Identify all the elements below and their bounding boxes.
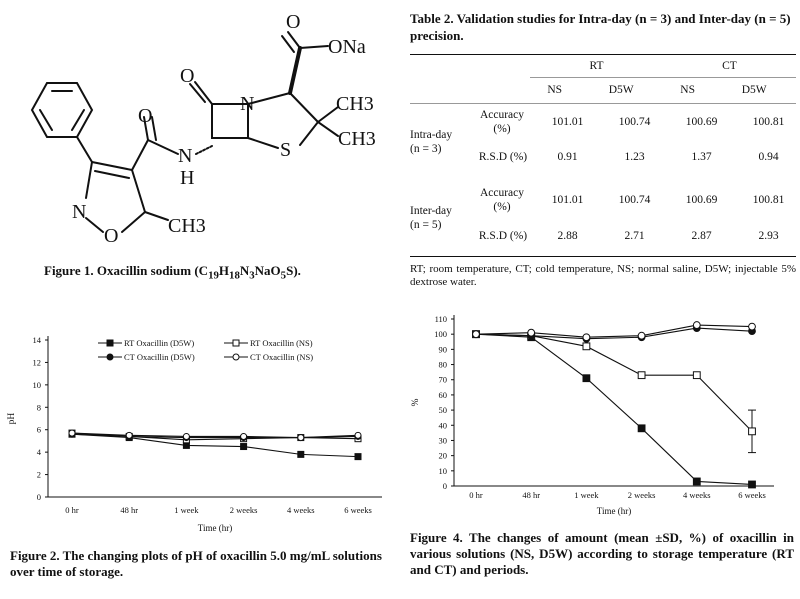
atom-o-lactam: O: [180, 65, 195, 87]
data-point: [241, 433, 247, 439]
y-axis-title: %: [411, 398, 421, 407]
group-intra-day: Intra-day (n = 3): [410, 128, 453, 155]
data-point: [749, 428, 756, 435]
data-point: [693, 478, 700, 485]
atom-ch3-b: CH3: [338, 128, 376, 150]
x-tick-label: 1 week: [174, 505, 199, 515]
y-axis-title: pH: [7, 412, 17, 425]
x-tick-label: 48 hr: [120, 505, 139, 515]
y-tick-label: 70: [438, 374, 447, 385]
y-tick-label: 100: [434, 329, 447, 340]
atom-o-top: O: [286, 11, 301, 33]
legend-label: RT Oxacillin (NS): [250, 338, 313, 348]
data-point: [693, 322, 700, 329]
figure1-caption: Figure 1. Oxacillin sodium $(C_{19}H_{18}N_3NaO_5S)$.: [44, 263, 301, 282]
x-tick-label: 6 weeks: [344, 505, 372, 515]
y-tick-label: 50: [438, 405, 447, 416]
table-row: 101.01 100.74 100.69 100.81: [551, 193, 785, 206]
atom-o-isoxazole: O: [104, 225, 119, 247]
atom-n-isoxazole: N: [72, 201, 87, 223]
metric-label: Accuracy (%): [479, 108, 525, 135]
series-line: [476, 334, 752, 431]
table2: [410, 10, 796, 289]
data-point: [298, 451, 304, 457]
atom-ch3-a: CH3: [336, 93, 374, 115]
data-point: [355, 432, 361, 438]
group-rt: RT: [530, 55, 663, 77]
figure4-chart: [410, 305, 790, 523]
col-header: NS: [547, 84, 563, 96]
atom-ch3-c: CH3: [168, 215, 206, 237]
metric-label: Accuracy (%): [479, 186, 525, 213]
atom-h-amide: H: [180, 167, 195, 189]
col-header: D5W: [608, 84, 634, 96]
data-point: [638, 372, 645, 379]
col-header: NS: [680, 84, 695, 96]
group-ct: CT: [663, 55, 796, 77]
data-point: [126, 432, 132, 438]
table-row: 101.01 100.74 100.69 100.81: [551, 115, 785, 128]
data-point: [355, 454, 361, 460]
y-tick-label: 10: [438, 465, 447, 476]
y-tick-label: 90: [438, 344, 447, 355]
data-point: [749, 323, 756, 330]
y-tick-label: 4: [36, 447, 41, 458]
table-row: 2.88 2.71 2.87 2.93: [557, 229, 779, 242]
series-line: [476, 334, 752, 484]
data-point: [107, 340, 113, 346]
data-point: [528, 329, 535, 336]
data-point: [583, 334, 590, 341]
figure4-caption: Figure 4. The changes of amount (mean ±SD, %) of oxacillin in various solutions (NS, D5W) according to storage temperature (RT and CT) and periods.: [410, 530, 794, 577]
data-point: [107, 354, 113, 360]
x-tick-label: 2 weeks: [229, 505, 258, 515]
data-point: [693, 372, 700, 379]
metric-label: R.S.D (%): [478, 150, 528, 163]
x-tick-label: 1 week: [574, 490, 599, 500]
oxacillin-structure: [0, 0, 400, 265]
data-point: [583, 343, 590, 350]
x-tick-label: 0 hr: [65, 505, 79, 515]
atom-n-ring: N: [240, 93, 255, 115]
y-tick-label: 80: [438, 359, 447, 370]
y-tick-label: 12: [32, 357, 41, 368]
x-tick-label: 0 hr: [469, 490, 483, 500]
x-axis-title: Time (hr): [596, 506, 632, 516]
y-tick-label: 8: [36, 402, 41, 413]
y-tick-label: 40: [438, 420, 447, 431]
atom-s: S: [280, 139, 292, 161]
y-tick-label: 0: [442, 481, 447, 491]
data-point: [233, 354, 239, 360]
x-tick-label: 2 weeks: [627, 490, 656, 500]
x-tick-label: 6 weeks: [738, 490, 766, 500]
x-tick-label: 4 weeks: [286, 505, 315, 515]
y-tick-label: 30: [438, 435, 447, 446]
col-header: D5W: [741, 84, 767, 96]
data-point: [638, 425, 645, 432]
metric-label: R.S.D (%): [478, 229, 528, 242]
y-tick-label: 0: [36, 492, 41, 502]
data-point: [233, 340, 239, 346]
x-tick-label: 48 hr: [522, 490, 541, 500]
atom-n-amide: N: [178, 145, 193, 167]
data-point: [749, 481, 756, 488]
table-row: 0.91 1.23 1.37 0.94: [557, 150, 779, 163]
data-point: [473, 331, 480, 338]
x-axis-title: Time (hr): [197, 523, 233, 533]
y-tick-label: 14: [32, 335, 41, 345]
table-body: [410, 104, 796, 254]
atom-ona: ONa: [328, 36, 366, 58]
table2-title: Table 2. Validation studies for Intra-day (n = 3) and Inter-day (n = 5) precision.: [410, 11, 791, 43]
legend-label: CT Oxacillin (D5W): [124, 352, 195, 362]
data-point: [69, 430, 75, 436]
figure2-caption: Figure 2. The changing plots of pH of oxacillin 5.0 mg/mL solutions over time of storage.: [10, 548, 382, 579]
data-point: [183, 433, 189, 439]
validation-table: [410, 55, 796, 104]
data-point: [583, 375, 590, 382]
y-tick-label: 10: [32, 379, 41, 390]
legend-label: RT Oxacillin (D5W): [124, 338, 195, 348]
y-tick-label: 60: [438, 389, 447, 400]
x-tick-label: 4 weeks: [682, 490, 711, 500]
data-point: [638, 332, 645, 339]
legend-label: CT Oxacillin (NS): [250, 352, 314, 362]
data-point: [298, 435, 304, 441]
data-point: [183, 442, 189, 448]
table2-note: RT; room temperature, CT; cold temperature, NS; normal saline, D5W; injectable 5% dextrose water.: [410, 262, 796, 288]
y-tick-label: 110: [434, 314, 447, 324]
y-tick-label: 20: [438, 450, 447, 461]
group-inter-day: Inter-day (n = 5): [410, 204, 452, 231]
figure1: [0, 0, 400, 290]
y-tick-label: 6: [36, 424, 41, 435]
figure2-chart: [0, 320, 395, 550]
data-point: [241, 444, 247, 450]
atom-o-amide: O: [138, 105, 153, 127]
y-tick-label: 2: [36, 469, 41, 480]
